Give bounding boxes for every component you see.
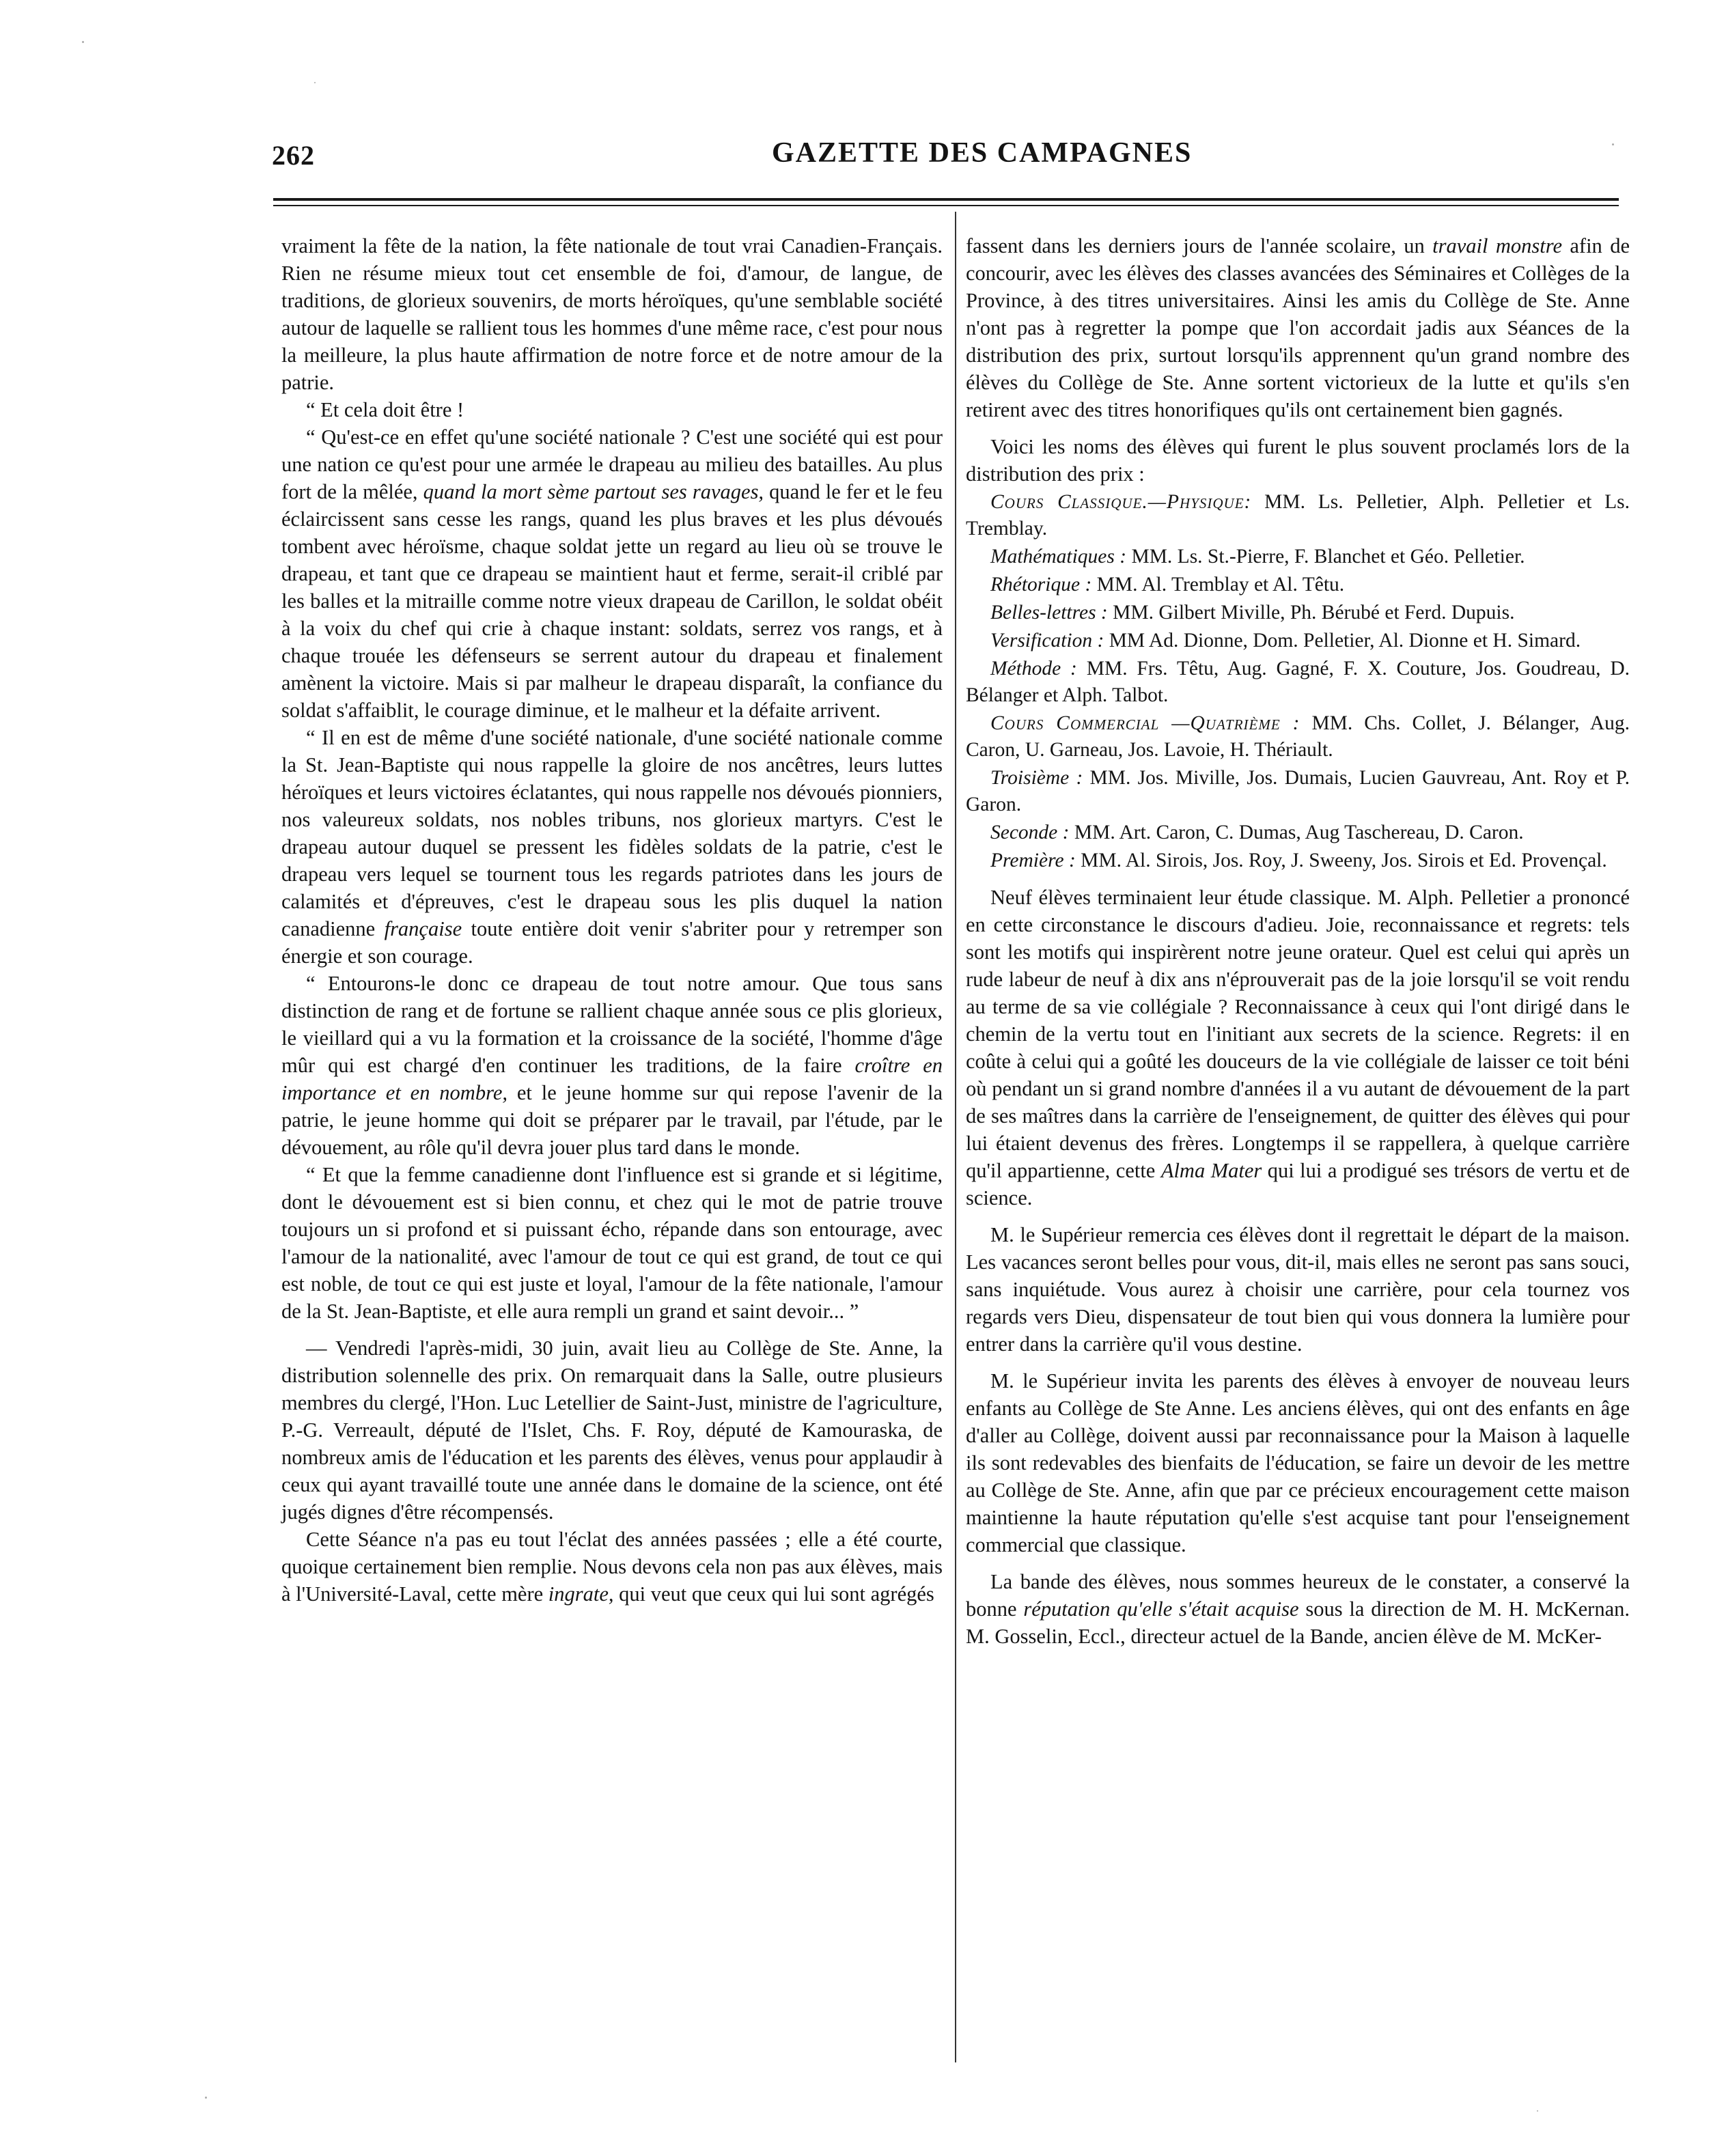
text-run: et le jeune homme sur qui repose l'avenir de la patrie, le jeune homme qui doit se préparer par le travail, par l'étude, par le dévouement, au rôle qu'il devra jouer plus tard dans le monde. [281, 1081, 943, 1159]
italic-run: travail monstre [1432, 234, 1562, 257]
paragraph [281, 724, 943, 970]
prize-label: Versification : [990, 630, 1104, 652]
prize-label: Belles-lettres : [990, 602, 1108, 624]
prize-entry [966, 489, 1630, 542]
text-run: qui veut que ceux qui lui sont agrégés [613, 1582, 934, 1606]
prize-label: Mathématiques : [990, 546, 1127, 568]
text-run: Neuf élèves terminaient leur étude classique. M. Alph. Pelletier a prononcé en cette circonstance le discours d'adieu. Joie, reconnaissance et regrets: tels sont les motifs qui inspirèrent notre jeune orateur. Quel est celui qui après un rude labeur de neuf à dix ans n'éprouverait pas de la joie lorsqu'il se voit rendu au terme de sa vie collégiale ? Reconnaissance à ceux qui l'ont dirigé dans le chemin de la vertu tout en l'initiant aux secrets de la science. Regrets: il en coûte à celui qui a goûté les douceurs de la vie collégiale de laisser ce toit béni où pendant un si grand nombre d'années il a vu autant de dévouement de la part de ses maîtres dans la carrière de l'enseignement, de quitter des élèves qui pour lui étaient devenus des frères. Longtemps il se rappellera, à quelque carrière qu'il appartienne, cette [966, 886, 1630, 1182]
prize-names: MM. Frs. Têtu, Aug. Gagné, F. X. Couture, Jos. Goudreau, D. Bélanger et Alph. Talbot. [966, 658, 1630, 706]
italic-run: croître en importance et en nombre, [281, 1054, 943, 1104]
header-rule [273, 198, 1619, 201]
paragraph: Voici les noms des élèves qui furent le plus souvent proclamés lors de la distribution des prix : [966, 435, 1630, 486]
paragraph: “ Et cela doit être ! [306, 398, 464, 421]
prize-entry [966, 820, 1630, 846]
header-rule-thin [273, 205, 1619, 206]
text-run: sous la direction de M. H. McKernan. M. Gosselin, Eccl., directeur actuel de la Bande, ancien élève de M. McKer- [966, 1597, 1630, 1648]
text-run: “ Qu'est-ce en effet qu'une société nationale ? C'est une société qui est pour une nation ce qu'est pour une armée le drapeau au milieu des batailles. Au plus fort de la mêlée, [281, 425, 943, 503]
prize-names: MM. Ls. St.-Pierre, F. Blanchet et Géo. Pelletier. [1126, 546, 1525, 568]
prize-entry [966, 765, 1630, 818]
scan-speck [1537, 2110, 1538, 2112]
prize-names: MM. Gilbert Miville, Ph. Bérubé et Ferd. Dupuis. [1107, 602, 1515, 624]
prize-entry [966, 710, 1630, 764]
paragraph [966, 1568, 1630, 1650]
prize-names: MM. Chs. Collet, J. Bélanger, Aug. Caron, U. Garneau, Jos. Lavoie, H. Thériault. [966, 712, 1630, 761]
right-column [966, 232, 1630, 1650]
column-divider [955, 212, 956, 2062]
prize-entry [966, 656, 1630, 709]
paragraph [966, 884, 1630, 1212]
left-column [281, 232, 943, 1608]
text-run: “ Il en est de même d'une société nationale, d'une société nationale comme la St. Jean-Baptiste qui nous rappelle la gloire de nos ancêtres, leurs luttes héroïques et leurs victoires éclatantes, qui nous rappelle nos dévoués pionniers, nos valeureux soldats, nos nobles tribuns, nos glorieux martyrs. C'est le drapeau autour duquel se pressent les fidèles soldats de la patrie, c'est le drapeau vers lequel se tournent tous les regards patriotes dans les jours de calamités et d'épreuves, c'est le drapeau sous les plis duquel la nation canadienne [281, 726, 943, 940]
italic-run: réputation qu'elle s'était acquise [1023, 1597, 1299, 1621]
paragraph: vraiment la fête de la nation, la fête nationale de tout vrai Canadien-Français. Rien ne résume mieux tout cet ensemble de foi, d'amour, de langue, de traditions, de glorieux souvenirs, de morts héroïques, qu'une semblable société autour de laquelle se rallient tous les hommes d'une même race, c'est pour nous la meilleure, la plus haute affirmation de notre force et de notre amour de la patrie. [281, 234, 943, 394]
paragraph [281, 970, 943, 1161]
page-number: 262 [272, 140, 315, 171]
prize-entry [966, 600, 1630, 626]
prize-label: Cours Classique.—Physique: [990, 491, 1252, 513]
text-run: Cette Séance n'a pas eu tout l'éclat des années passées ; elle a été courte, quoique certainement bien remplie. Nous devons cela non pas aux élèves, mais à l'Université-Laval, cette mère [281, 1528, 943, 1606]
prize-entry [966, 628, 1630, 654]
scan-speck [1612, 143, 1614, 145]
paragraph: M. le Supérieur invita les parents des élèves à envoyer de nouveau leurs enfants au Collège de Ste Anne. Les anciens élèves, qui ont des enfants en âge d'aller au Collège, doivent aussi par reconnaissance pour la Maison à laquelle ils sont redevables des bienfaits de l'éducation, se faire un devoir de les mettre au Collège de Ste. Anne, afin que par ce précieux encouragement cette maison maintienne la haute réputation qu'elle s'est acquise tant pour l'enseignement commercial que classique. [966, 1369, 1630, 1556]
prize-names: MM Ad. Dionne, Dom. Pelletier, Al. Dionne et H. Simard. [1104, 630, 1581, 652]
prize-label: Première : [990, 850, 1076, 871]
prize-entry [966, 544, 1630, 570]
running-title: GAZETTE DES CAMPAGNES [772, 137, 1193, 169]
italic-run: ingrate, [548, 1582, 614, 1606]
scan-speck [82, 41, 84, 43]
scan-speck [314, 82, 316, 83]
prize-names: MM. Al. Sirois, Jos. Roy, J. Sweeny, Jos. Sirois et Ed. Provençal. [1075, 850, 1607, 871]
paragraph: M. le Supérieur remercia ces élèves dont il regrettait le départ de la maison. Les vacances seront belles pour vous, dit-il, mais elles ne seront pas sans souci, sans inquiétude. Vous aurez à choisir une carrière, pour cela tournez vos regards vers Dieu, dispensateur de tout bien qui vous donnera la lumière pour entrer dans la carrière qu'il vous destine. [966, 1223, 1630, 1356]
prize-entry [966, 848, 1630, 874]
prize-entry [966, 572, 1630, 598]
text-run: qui lui a prodigué ses trésors de vertu et de science. [966, 1159, 1630, 1209]
prize-label: Cours Commercial —Quatrième : [990, 712, 1300, 734]
prize-label: Troisième : [990, 767, 1083, 789]
prize-names: MM. Al. Tremblay et Al. Têtu. [1091, 574, 1345, 596]
prize-label: Seconde : [990, 822, 1070, 843]
prize-names: MM. Art. Caron, C. Dumas, Aug Taschereau, D. Caron. [1069, 822, 1524, 843]
prize-label: Rhétorique : [990, 574, 1092, 596]
paragraph [281, 423, 943, 724]
italic-run: quand la mort sème partout ses ravages, [423, 480, 764, 503]
prize-names: MM. Jos. Miville, Jos. Dumais, Lucien Gauvreau, Ant. Roy et P. Garon. [966, 767, 1630, 815]
italic-run: française [384, 917, 462, 940]
scan-speck [205, 2097, 207, 2099]
text-run: quand le fer et le feu éclaircissent sans cesse les rangs, quand les plus braves et les plus dévoués tombent avec héroïsme, chaque soldat jette un regard au lieu où se trouve le drapeau, et tant que ce drapeau se maintient haut et ferme, serait-il criblé par les balles et la mitraille comme notre vieux drapeau de Carillon, le soldat obéit à la voix du chef qui crie à chaque instant: soldats, serrez vos rangs, et à chaque trouée les défenseurs se serrent autour du drapeau et finalement amènent la victoire. Mais si par malheur le drapeau disparaît, la confiance du soldat s'affaiblit, le courage diminue, et le malheur et la défaite arrivent. [281, 480, 943, 722]
paragraph [281, 1526, 943, 1608]
text-run: fassent dans les derniers jours de l'année scolaire, un [966, 234, 1433, 257]
text-run: La bande des élèves, nous sommes heureux de le constater, a conservé la bonne [966, 1570, 1630, 1621]
text-run: toute entière doit venir s'abriter pour y retremper son énergie et son courage. [281, 917, 943, 968]
news-item-prize-distribution: — Vendredi l'après-midi, 30 juin, avait lieu au Collège de Ste. Anne, la distribution solennelle des prix. On remarquait dans la Salle, outre plusieurs membres du clergé, l'Hon. Luc Letellier de Saint-Just, ministre de l'agriculture, P.-G. Verreault, député de l'Islet, Chs. F. Roy, député de Kamouraska, de nombreux amis de l'éducation et les parents des élèves, venus pour applaudir à ceux qui ayant travaillé toute une année dans le domaine de la science, ont été jugés dignes d'être récompensés. [281, 1336, 943, 1524]
paragraph: “ Et que la femme canadienne dont l'influence est si grande et si légitime, dont le dévouement est si bien connu, et chez qui le mot de patrie trouve toujours un si profond et si puissant écho, répande dans son entourage, avec l'amour de la nationalité, avec l'amour de tout ce qui est grand, de tout ce qui est noble, de tout ce qui est juste et loyal, l'amour de la fête nationale, l'amour de la St. Jean-Baptiste, et elle aura rempli un grand et saint devoir... ” [281, 1163, 943, 1323]
paragraph [966, 232, 1630, 423]
prize-names: MM. Ls. Pelletier, Alph. Pelletier et Ls. Tremblay. [966, 491, 1630, 540]
italic-run: Alma Mater [1160, 1159, 1262, 1182]
text-run: afin de concourir, avec les élèves des classes avancées des Séminaires et Collèges de la Province, à des titres universitaires. Ainsi les amis du Collège de Ste. Anne n'ont pas à regretter la pompe que l'on accordait jadis aux Séances de la distribution des prix, surtout lorsqu'ils apprennent qu'un grand nombre des élèves du Collège de Ste. Anne sortent victorieux de la lutte et qu'ils s'en retirent avec des titres honorifiques qu'ils ont certainement bien gagnés. [966, 234, 1630, 421]
text-run: “ Entourons-le donc ce drapeau de tout notre amour. Que tous sans distinction de rang et de fortune se rallient chaque année sous ce plis glorieux, le vieillard qui a vu la formation et la croissance de la société, l'homme d'âge mûr qui est chargé d'en continuer les traditions, de la faire [281, 972, 943, 1077]
prize-label: Méthode : [990, 658, 1077, 680]
